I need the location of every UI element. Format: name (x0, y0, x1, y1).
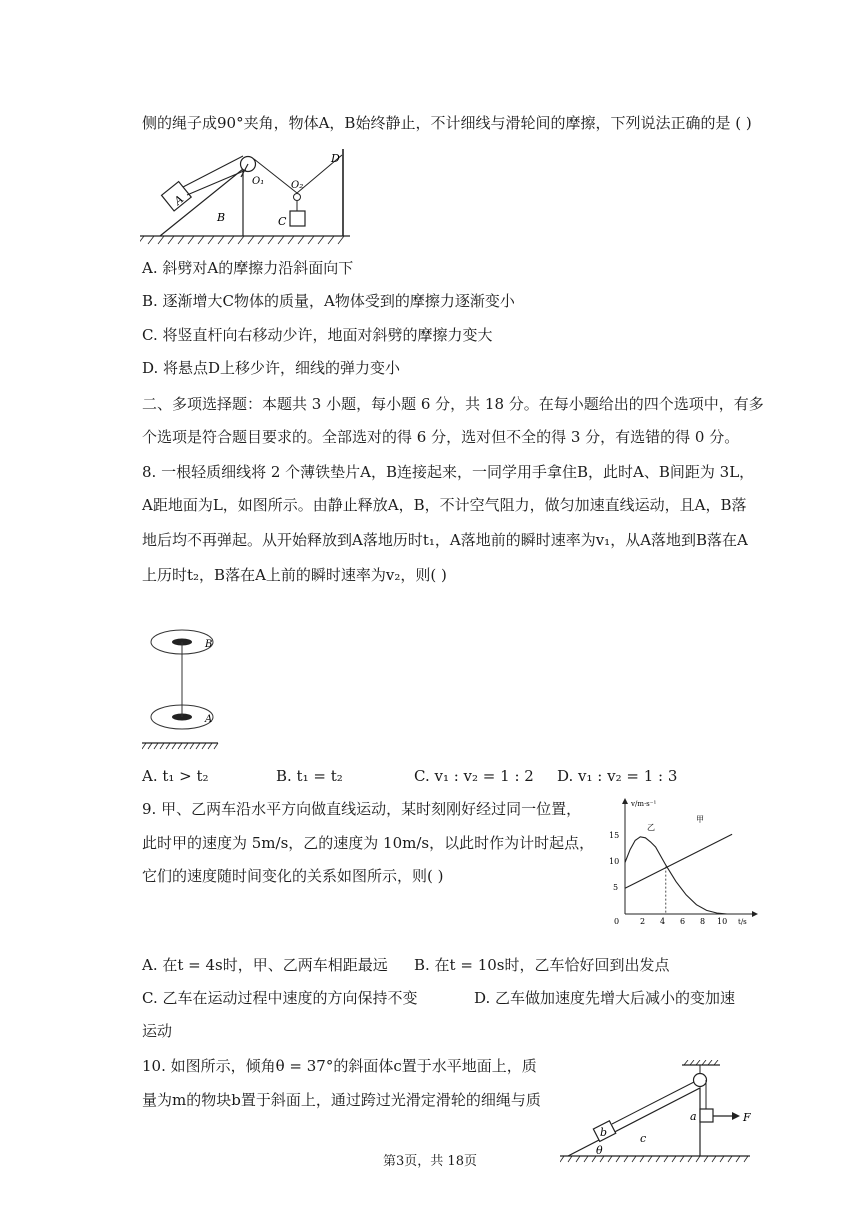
q7-label-d: D (331, 152, 340, 165)
y-tick-label-5: 5 (613, 883, 619, 892)
q8-option-b: B. t₁ = t₂ (276, 767, 343, 785)
q7-label-a: A (171, 192, 187, 208)
y-axis-label: v/m·s⁻¹ (631, 800, 657, 808)
q7-option-d: D. 将悬点D上移少许，细线的弹力变小 (142, 359, 401, 377)
series-yi-line (625, 837, 727, 914)
q9-line2: 此时甲的速度为 5m/s，乙的速度为 10m/s，以此时作为计时起点， (142, 834, 595, 852)
q10-label-theta: θ (596, 1144, 603, 1157)
series-yi-label: 乙 (647, 823, 655, 832)
q10-label-b: b (600, 1126, 608, 1139)
x-tick-label-6: 6 (680, 917, 686, 926)
q8-label-b: B (205, 639, 213, 650)
q9-option-a: A. 在t = 4s时，甲、乙两车相距最远 (142, 956, 388, 974)
q7-option-c: C. 将竖直杆向右移动少许，地面对斜劈的摩擦力变大 (142, 326, 493, 344)
series-jia-label: 甲 (696, 815, 704, 824)
x-tick-label-10: 10 (717, 917, 728, 926)
x-tick-label-4: 4 (660, 917, 666, 926)
x-axis-label: t/s (738, 918, 747, 926)
q7-label-c: C (278, 215, 287, 228)
q10-label-a: a (690, 1110, 697, 1123)
q8-line1: 8. 一根轻质细线将 2 个薄铁垫片A，B连接起来，一同学用手拿住B，此时A、B间距为 3L， (142, 463, 755, 481)
q10-label-c: c (640, 1132, 647, 1145)
y-axis-arrow (622, 798, 628, 804)
q9-option-d-cont: 运动 (142, 1022, 173, 1040)
y-tick-label-15: 15 (609, 831, 620, 840)
q10-label-f: F (743, 1111, 751, 1124)
q9-velocity-chart (600, 796, 760, 926)
q8-line3: 地后均不再弹起。从开始释放到A落地历时t₁，A落地前的瞬时速率为v₁，从A落地到B落在A (142, 531, 748, 549)
q7-figure (140, 145, 355, 245)
x-tick-label-8: 8 (700, 917, 706, 926)
q7-label-b: B (217, 211, 226, 224)
q8-line4: 上历时t₂，B落在A上前的瞬时速率为v₂，则( ) (142, 566, 447, 584)
q8-option-c: C. v₁ : v₂ = 1 : 2 (414, 767, 534, 785)
page-footer: 第3页，共 18页 (383, 1154, 477, 1169)
x-axis-arrow (752, 911, 758, 917)
q8-label-a: A (205, 714, 213, 725)
series-jia-line (625, 834, 732, 888)
q10-line2: 量为m的物块b置于斜面上，通过跨过光滑定滑轮的细绳与质 (142, 1091, 541, 1109)
q10-line1: 10. 如图所示，倾角θ = 37°的斜面体c置于水平地面上，质 (142, 1057, 537, 1075)
q7-option-b: B. 逐渐增大C物体的质量，A物体受到的摩擦力逐渐变小 (142, 292, 515, 310)
x-tick-label-2: 2 (640, 917, 646, 926)
q8-figure (142, 625, 222, 753)
q8-option-d: D. v₁ : v₂ = 1 : 3 (557, 767, 678, 785)
q7-label-o2: O₂ (291, 180, 304, 191)
x-tick-label-0: 0 (614, 917, 620, 926)
q7-label-o1: O₁ (252, 176, 265, 187)
q8-line2: A距地面为L，如图所示。由静止释放A，B，不计空气阻力，做匀加速直线运动，且A，B落 (142, 496, 747, 514)
section2-line1: 二、多项选择题：本题共 3 小题，每小题 6 分，共 18 分。在每小题给出的四个选项中，有多 (142, 395, 764, 413)
q7-stem-tail: 侧的绳子成90°夹角，物体A，B始终静止，不计细线与滑轮间的摩擦，下列说法正确的是 ( ) (142, 114, 752, 132)
q8-option-a: A. t₁ > t₂ (142, 767, 209, 785)
q9-option-c: C. 乙车在运动过程中速度的方向保持不变 (142, 989, 418, 1007)
q9-line3: 它们的速度随时间变化的关系如图所示，则( ) (142, 867, 444, 885)
q7-option-a: A. 斜劈对A的摩擦力沿斜面向下 (142, 259, 354, 277)
y-tick-label-10: 10 (609, 857, 620, 866)
q9-line1: 9. 甲、乙两车沿水平方向做直线运动，某时刻刚好经过同一位置， (142, 800, 582, 818)
q9-option-b: B. 在t = 10s时，乙车恰好回到出发点 (414, 956, 670, 974)
q9-option-d: D. 乙车做加速度先增大后减小的变加速 (474, 989, 736, 1007)
section2-line2: 个选项是符合题目要求的。全部选对的得 6 分，选对但不全的得 3 分，有选错的得 0 分。 (142, 428, 740, 446)
